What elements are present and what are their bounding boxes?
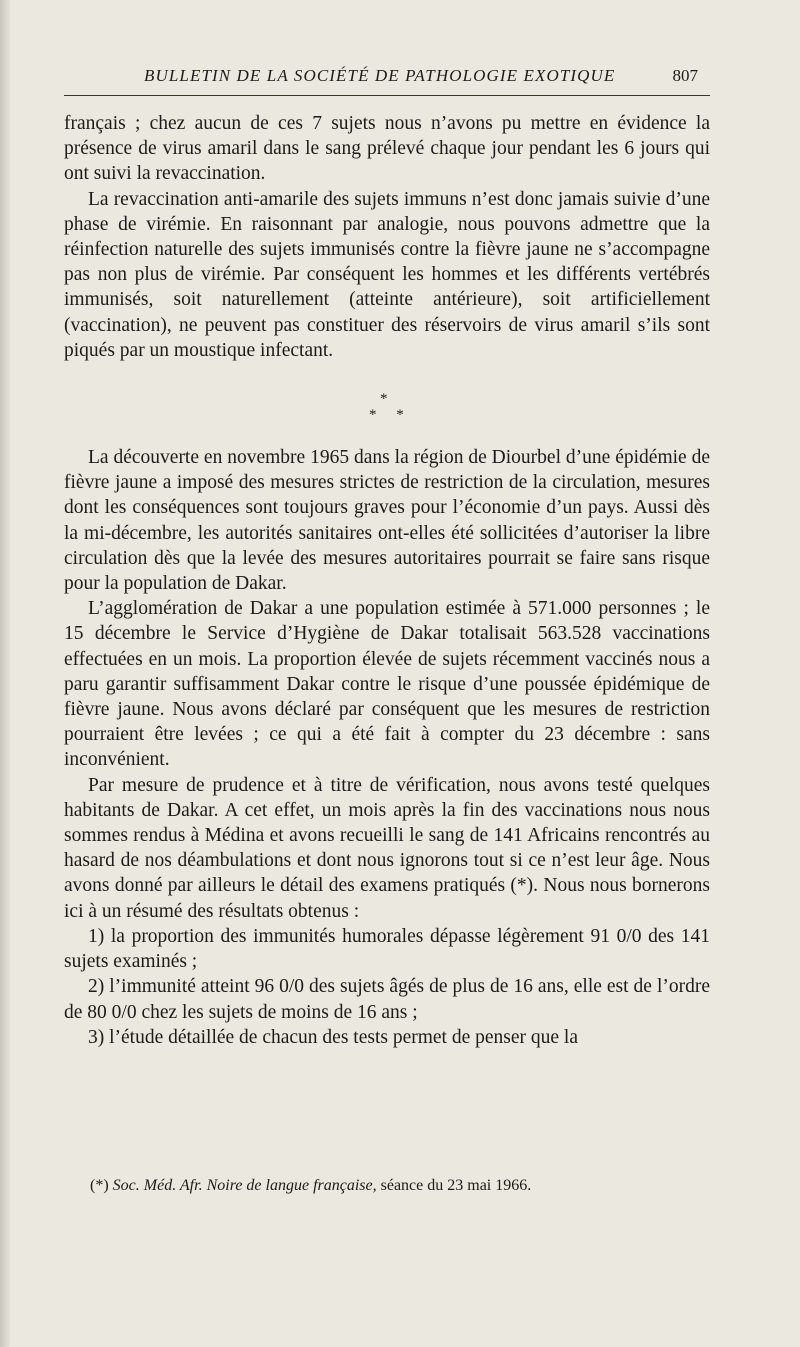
page-edge [0,0,10,1347]
paragraph-revaccination: La revaccination anti-amarile des sujets immuns n’est donc jamais suivie d’une phase de virémie. En raisonnant par analogie, nous pouvons admettre que la réinfection naturelle des sujets immunisés contre la fièvre jaune ne s’accompagne pas non plus de virémie. Par conséquent les hommes et les différents vertébrés immunisés, soit naturellement (atteinte antérieure), soit artificiellement (vaccination), ne peuvent pas constituer des réservoirs de virus amaril s’ils sont piqués par un moustique infectant. [64,188,710,361]
section-separator [64,363,710,445]
footnote-date: séance du 23 mai 1966. [380,1177,532,1194]
footnote-source: Soc. Méd. Afr. Noire de langue française, [112,1177,377,1194]
body-text [64,111,710,1050]
result-item-1: 1) la proportion des immunités humorales dépasse légèrement 91 0/0 des 141 sujets examinés ; [64,925,710,973]
footnote-marker: (*) [90,1177,109,1194]
paragraph-verification: Par mesure de prudence et à titre de vérification, nous avons testé quelques habitants de Dakar. A cet effet, un mois après la fin des vaccinations nous nous sommes rendus à Médina et avons recueilli le sang de 141 Africains rencontrés au hasard de nos déambulations et dont nous ignorons tout si ce n’est leur âge. Nous avons donné par ailleurs le détail des examens pratiqués (*). Nous nous bornerons ici à un résumé des résultats obtenus : [64,774,710,922]
separator-star-top: * [380,391,388,408]
result-item-2: 2) l’immunité atteint 96 0/0 des sujets âgés de plus de 16 ans, elle est de l’ordre de 80 0/0 chez les sujets de moins de 16 ans ; [64,976,710,1023]
paragraph-epidemic: La découverte en novembre 1965 dans la région de Diourbel d’une épidémie de fièvre jaune a imposé des mesures strictes de restriction de la circulation, mesures dont les conséquences sont toujours graves pour l’économie d’un pays. Aussi dès la mi-décembre, les autorités sanitaires ont-elles été sollicitées d’autoriser la libre circulation dès que la levée des mesures autoritaires pourrait se faire sans risque pour la population de Dakar. [64,447,710,595]
page-number: 807 [672,66,698,85]
separator-stars-bottom: * * [369,407,412,424]
result-item-3: 3) l’étude détaillée de chacun des tests permet de penser que la [88,1026,578,1048]
header-rule [64,95,710,96]
running-title: BULLETIN DE LA SOCIÉTÉ DE PATHOLOGIE EXOTIQUE [144,66,616,85]
paragraph-dakar-population: L’agglomération de Dakar a une population estimée à 571.000 personnes ; le 15 décembre le Service d’Hygiène de Dakar totalisait 563.528 vaccinations effectuées en un mois. La proportion élevée de sujets récemment vaccinés nous a paru garantir suffisamment Dakar contre le risque d’une poussée épidémique de fièvre jaune. Nous avons déclaré par conséquent que les mesures de restriction pourraient être levées ; ce qui a été fait à compter du 23 décembre : sans inconvénient. [64,598,710,771]
paragraph-continuation: français ; chez aucun de ces 7 sujets nous n’avons pu mettre en évidence la présence de virus amaril dans le sang prélevé chaque jour pendant les 6 jours qui ont suivi la revaccination. [64,113,710,185]
footnote [90,1175,710,1197]
page-header [64,66,710,94]
